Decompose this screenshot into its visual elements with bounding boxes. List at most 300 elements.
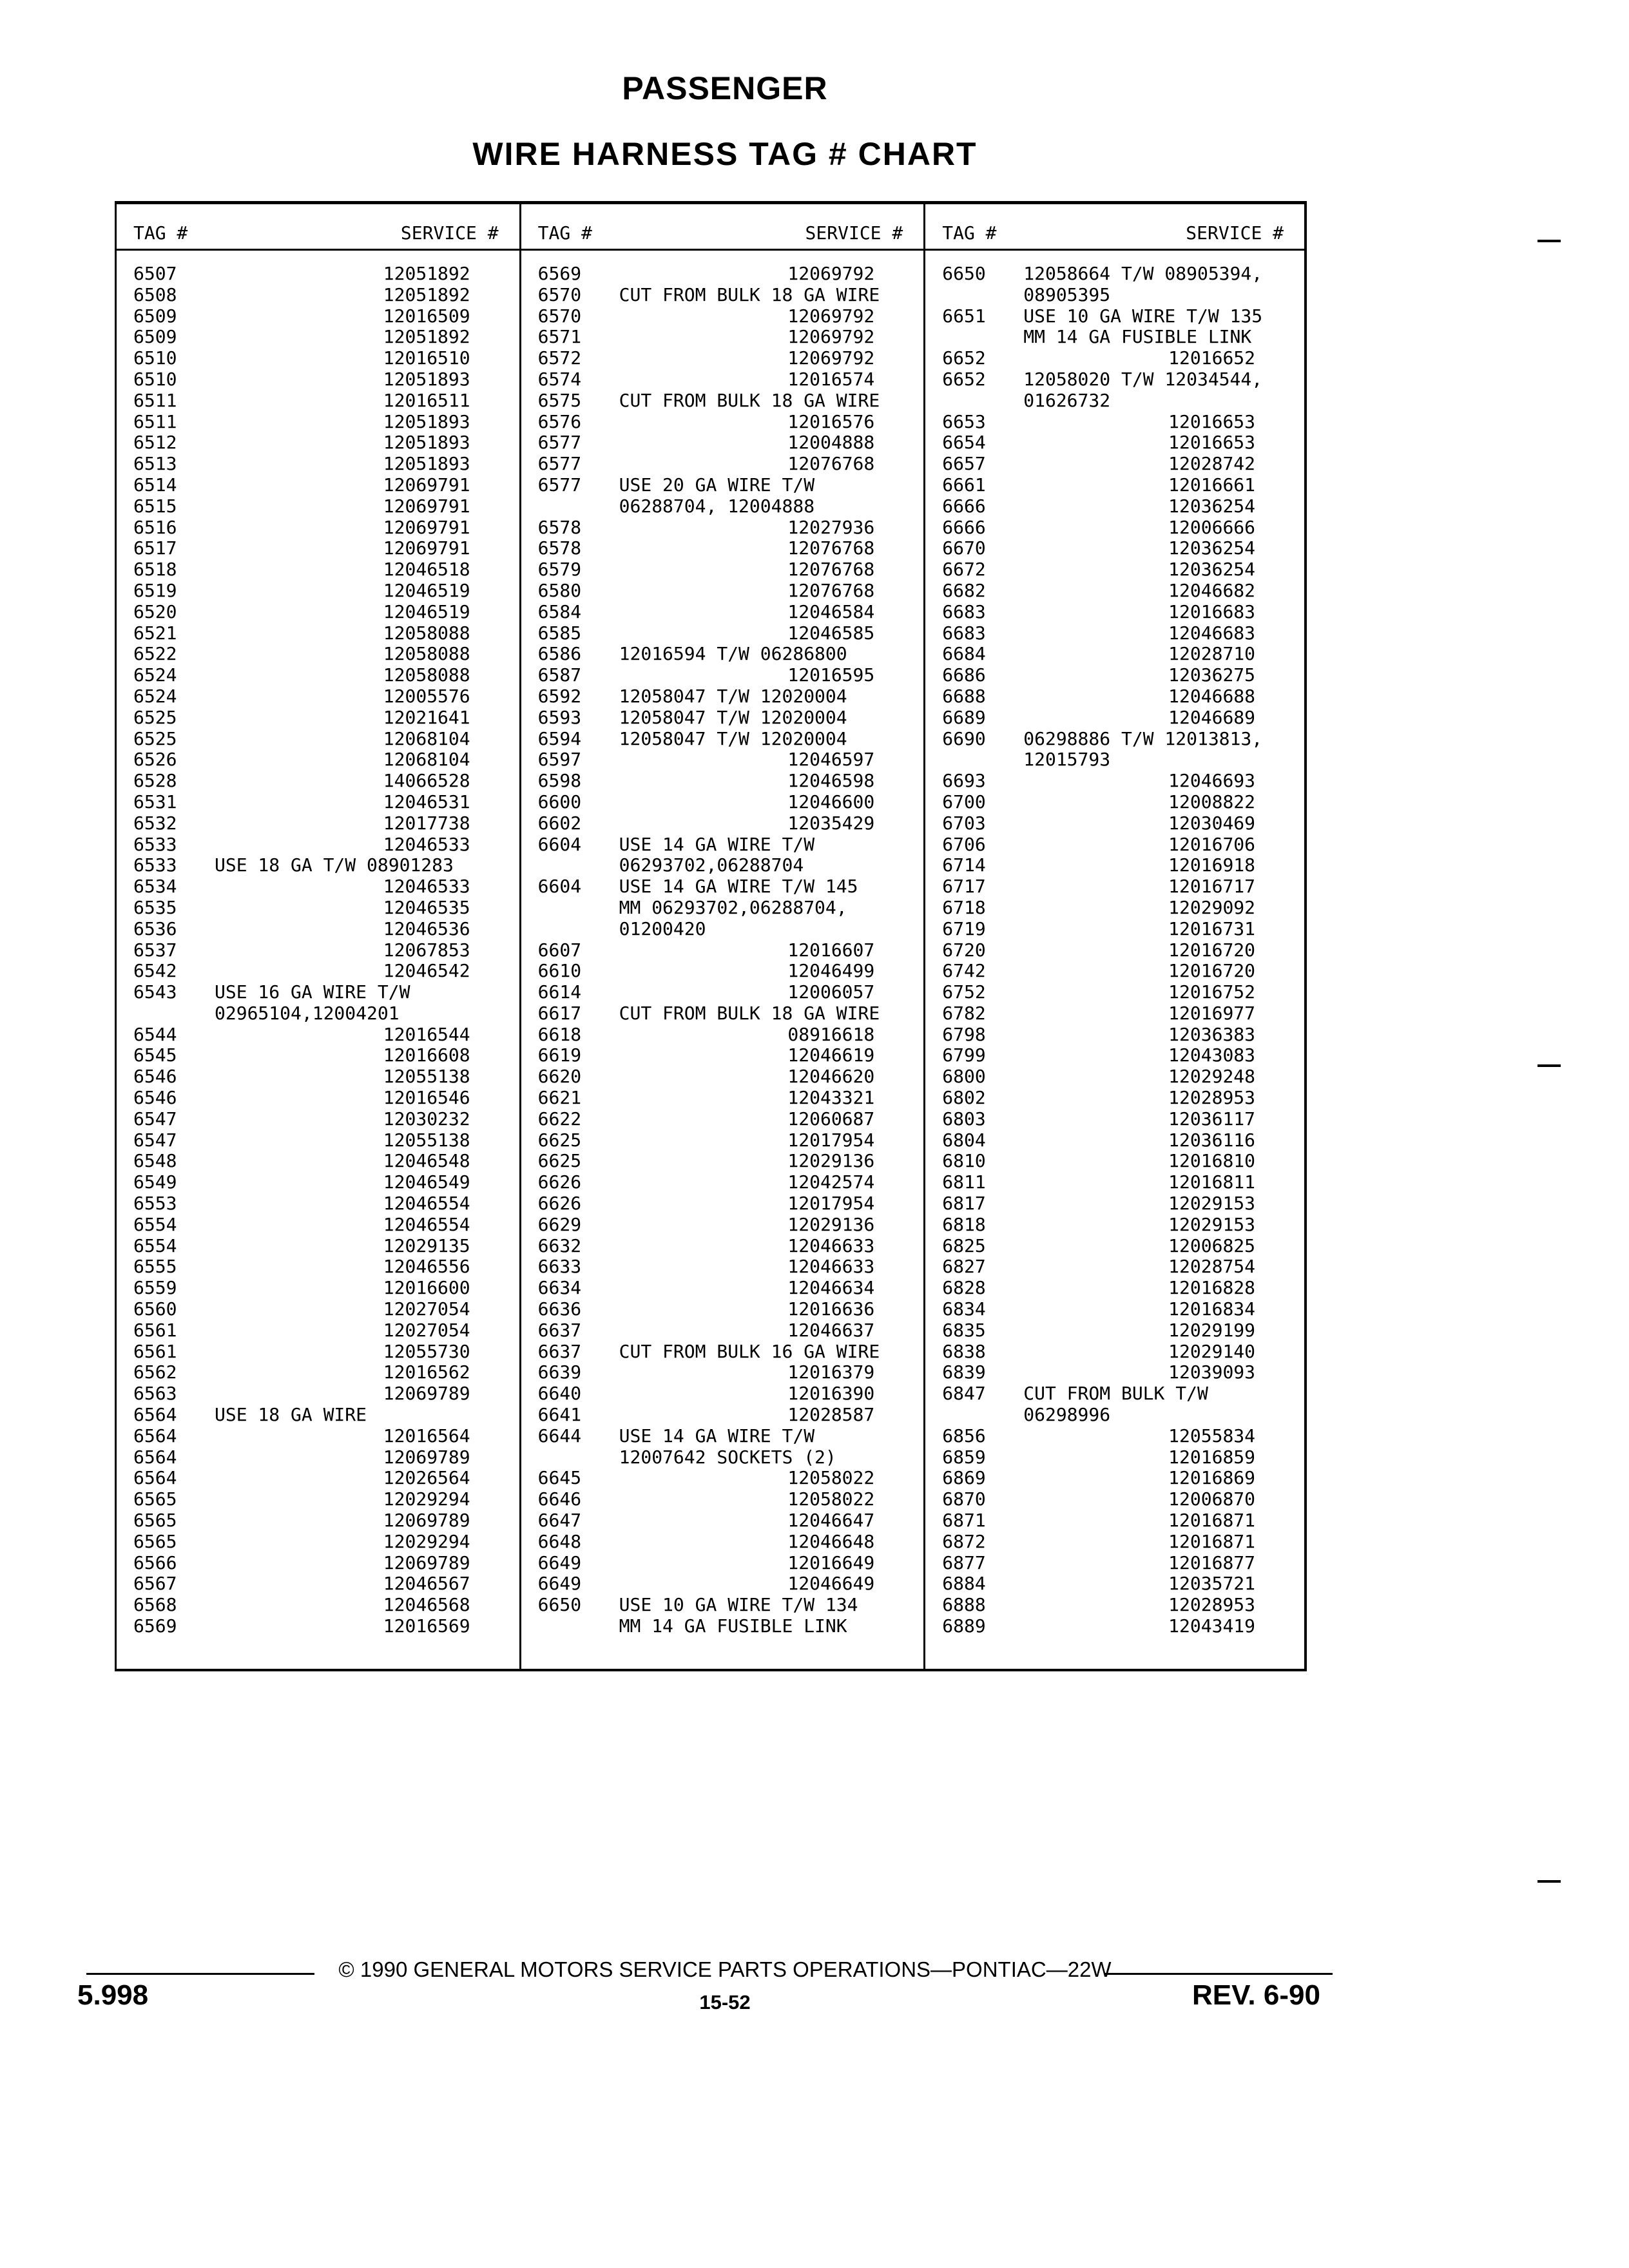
table-row xyxy=(521,1045,924,1066)
tag-cell: 6542 xyxy=(133,960,177,982)
tag-cell: 6571 xyxy=(537,326,582,348)
table-row xyxy=(925,1383,1304,1405)
table-row xyxy=(521,1489,924,1510)
service-cell: 12016562 xyxy=(383,1362,470,1383)
page-title: PASSENGER xyxy=(622,70,828,106)
service-cell: 12046649 xyxy=(787,1573,875,1595)
tag-cell: 6649 xyxy=(537,1552,582,1573)
table-row xyxy=(117,1405,519,1426)
service-cell: 12069789 xyxy=(383,1552,470,1573)
note-cell: 08905395 xyxy=(1023,284,1111,305)
table-row xyxy=(521,1426,924,1447)
table-row xyxy=(117,1045,519,1066)
table-row xyxy=(925,771,1304,792)
tag-cell: 6569 xyxy=(537,263,582,284)
tag-cell: 6651 xyxy=(942,305,986,327)
tag-cell: 6802 xyxy=(942,1087,986,1109)
tag-cell: 6670 xyxy=(942,537,986,559)
note-cell: 12058047 T/W 12020004 xyxy=(619,686,847,707)
table-column-2 xyxy=(521,204,926,1669)
tag-cell: 6507 xyxy=(133,263,177,284)
tag-cell: 6568 xyxy=(133,1594,177,1616)
service-cell: 12046531 xyxy=(383,791,470,812)
tag-cell: 6618 xyxy=(537,1023,582,1045)
service-cell: 12039093 xyxy=(1168,1362,1256,1383)
table-row xyxy=(117,1236,519,1257)
tag-cell xyxy=(521,496,610,517)
note-cell: USE 14 GA WIRE T/W 145 xyxy=(619,876,858,898)
tag-cell: 6818 xyxy=(942,1213,986,1235)
service-cell: 12016869 xyxy=(1168,1468,1256,1489)
service-cell: 12016607 xyxy=(787,939,875,961)
service-cell: 12028587 xyxy=(787,1405,875,1426)
column-header xyxy=(521,204,924,251)
service-cell: 12046535 xyxy=(383,897,470,918)
service-cell: 12046600 xyxy=(787,791,875,812)
table-row xyxy=(117,1595,519,1616)
table-row xyxy=(521,1151,924,1172)
service-cell: 12021641 xyxy=(383,707,470,728)
tag-cell: 6522 xyxy=(133,643,177,665)
table-row xyxy=(117,1362,519,1383)
tag-cell: 6640 xyxy=(537,1383,582,1405)
tag-cell: 6803 xyxy=(942,1108,986,1129)
table-row xyxy=(117,1278,519,1299)
tag-cell: 6869 xyxy=(942,1467,986,1489)
service-cell: 12016859 xyxy=(1168,1446,1256,1468)
tag-cell: 6856 xyxy=(942,1425,986,1446)
tag-cell: 6584 xyxy=(537,601,582,622)
note-cell: USE 18 GA T/W 08901283 xyxy=(215,855,454,876)
service-cell: 12029092 xyxy=(1168,897,1256,918)
tag-cell: 6524 xyxy=(133,664,177,686)
tag-cell: 6620 xyxy=(537,1066,582,1088)
tag-cell: 6567 xyxy=(133,1573,177,1595)
table-row xyxy=(521,623,924,644)
service-cell: 12036383 xyxy=(1168,1024,1256,1045)
table-row xyxy=(925,1130,1304,1151)
service-cell: 12029140 xyxy=(1168,1341,1256,1362)
table-row xyxy=(117,538,519,559)
table-row xyxy=(117,306,519,327)
service-cell: 12016871 xyxy=(1168,1510,1256,1532)
service-cell: 12055138 xyxy=(383,1129,470,1151)
service-cell: 12029135 xyxy=(383,1235,470,1256)
service-cell: 12051892 xyxy=(383,284,470,305)
note-cell: USE 18 GA WIRE xyxy=(215,1405,367,1426)
table-row xyxy=(117,919,519,940)
service-cell: 12055730 xyxy=(383,1341,470,1362)
tag-cell: 6834 xyxy=(942,1298,986,1320)
service-cell: 14066528 xyxy=(383,771,470,792)
table-row xyxy=(521,792,924,813)
tag-cell: 6835 xyxy=(942,1319,986,1341)
service-cell: 12030469 xyxy=(1168,812,1256,834)
service-cell: 12051893 xyxy=(383,369,470,390)
tag-cell: 6682 xyxy=(942,579,986,601)
tag-cell: 6871 xyxy=(942,1510,986,1532)
tag-cell: 6554 xyxy=(133,1213,177,1235)
tag-cell xyxy=(521,898,610,919)
table-row xyxy=(521,327,924,348)
table-row xyxy=(925,1553,1304,1574)
tag-cell xyxy=(925,749,1014,771)
tag-cell: 6594 xyxy=(537,727,582,749)
table-row xyxy=(521,813,924,834)
tag-cell: 6614 xyxy=(537,981,582,1003)
table-row xyxy=(521,264,924,285)
service-cell: 12076768 xyxy=(787,538,875,559)
table-row xyxy=(521,1553,924,1574)
tag-cell: 6825 xyxy=(942,1235,986,1256)
table-column-1 xyxy=(117,204,521,1669)
tag-cell: 6565 xyxy=(133,1530,177,1552)
service-cell: 12016683 xyxy=(1168,601,1256,622)
table-row xyxy=(117,1447,519,1468)
table-row xyxy=(521,898,924,919)
margin-tick-mark xyxy=(1537,1064,1561,1067)
tag-cell xyxy=(925,327,1014,348)
table-row xyxy=(521,1383,924,1405)
service-cell: 12060687 xyxy=(787,1108,875,1129)
tag-cell: 6511 xyxy=(133,410,177,432)
tag-cell: 6683 xyxy=(942,601,986,622)
table-row xyxy=(521,1066,924,1088)
table-row xyxy=(117,855,519,876)
service-cell: 12016636 xyxy=(787,1299,875,1320)
table-row xyxy=(117,771,519,792)
tag-cell xyxy=(521,1616,610,1637)
service-cell: 12017738 xyxy=(383,812,470,834)
table-row xyxy=(521,1109,924,1130)
tag-cell: 6652 xyxy=(942,368,986,390)
tag-cell: 6625 xyxy=(537,1150,582,1172)
table-row xyxy=(925,1236,1304,1257)
table-row xyxy=(521,454,924,475)
table-row xyxy=(521,961,924,982)
table-row xyxy=(521,1088,924,1109)
service-cell: 12068104 xyxy=(383,749,470,771)
table-row xyxy=(521,432,924,454)
table-row xyxy=(521,982,924,1003)
note-cell: USE 16 GA WIRE T/W xyxy=(215,982,410,1003)
service-cell: 12036275 xyxy=(1168,665,1256,686)
column-rows xyxy=(925,251,1304,1637)
table-row xyxy=(117,982,519,1003)
table-row xyxy=(521,940,924,961)
tag-cell: 6511 xyxy=(133,389,177,411)
wire-harness-table xyxy=(115,201,1307,1671)
service-cell: 12046542 xyxy=(383,961,470,982)
tag-cell: 6645 xyxy=(537,1467,582,1489)
service-cell: 12016828 xyxy=(1168,1278,1256,1299)
service-cell: 12069791 xyxy=(383,474,470,495)
service-cell: 12046620 xyxy=(787,1066,875,1088)
service-cell: 12046688 xyxy=(1168,686,1256,707)
tag-cell: 6690 xyxy=(942,727,986,749)
table-row xyxy=(117,1573,519,1595)
table-row xyxy=(521,517,924,539)
tag-cell: 6632 xyxy=(537,1235,582,1256)
table-row xyxy=(117,792,519,813)
tag-cell: 6577 xyxy=(537,474,582,495)
service-cell: 12069792 xyxy=(787,348,875,369)
tag-cell: 6650 xyxy=(537,1594,582,1616)
table-row xyxy=(925,1024,1304,1046)
table-row xyxy=(925,1468,1304,1489)
tag-cell: 6649 xyxy=(537,1573,582,1595)
tag-cell: 6598 xyxy=(537,770,582,792)
tag-cell: 6510 xyxy=(133,368,177,390)
service-cell: 12016706 xyxy=(1168,834,1256,855)
column-header xyxy=(117,204,519,251)
table-row xyxy=(117,1193,519,1215)
table-row xyxy=(521,1573,924,1595)
service-cell: 12069791 xyxy=(383,538,470,559)
table-row xyxy=(925,1447,1304,1468)
table-row xyxy=(925,1193,1304,1215)
tag-cell: 6555 xyxy=(133,1256,177,1278)
service-cell: 12058022 xyxy=(787,1489,875,1510)
note-cell: USE 10 GA WIRE T/W 135 xyxy=(1023,305,1263,327)
tag-cell: 6559 xyxy=(133,1277,177,1299)
tag-cell: 6684 xyxy=(942,643,986,665)
note-cell: 06298996 xyxy=(1023,1405,1111,1426)
tag-cell: 6562 xyxy=(133,1361,177,1383)
note-cell: USE 20 GA WIRE T/W xyxy=(619,474,815,495)
service-cell: 12058088 xyxy=(383,622,470,644)
table-row xyxy=(925,538,1304,559)
table-row xyxy=(925,665,1304,686)
table-row xyxy=(521,1362,924,1383)
service-cell: 12016653 xyxy=(1168,411,1256,432)
tag-cell: 6574 xyxy=(537,368,582,390)
tag-cell: 6593 xyxy=(537,706,582,728)
service-cell: 12046584 xyxy=(787,601,875,622)
tag-cell: 6621 xyxy=(537,1087,582,1109)
note-cell: MM 06293702,06288704, xyxy=(619,897,847,918)
note-cell: CUT FROM BULK 18 GA WIRE xyxy=(619,1003,880,1024)
tag-cell: 6604 xyxy=(537,833,582,855)
tag-cell: 6800 xyxy=(942,1066,986,1088)
tag-cell: 6536 xyxy=(133,918,177,939)
tag-cell: 6569 xyxy=(133,1615,177,1637)
tag-cell: 6689 xyxy=(942,706,986,728)
table-row xyxy=(117,1151,519,1172)
page-number: 15-52 xyxy=(699,1991,751,2013)
service-cell: 12046519 xyxy=(383,580,470,601)
tag-cell: 6509 xyxy=(133,305,177,327)
note-cell: 12007642 SOCKETS (2) xyxy=(619,1446,836,1468)
tag-cell: 6531 xyxy=(133,791,177,812)
tag-cell: 6661 xyxy=(942,474,986,495)
tag-cell: 6592 xyxy=(537,685,582,707)
note-cell: USE 14 GA WIRE T/W xyxy=(619,1425,815,1446)
column-header xyxy=(925,204,1304,251)
table-row xyxy=(925,412,1304,433)
tag-cell: 6634 xyxy=(537,1277,582,1299)
note-cell: 06298886 T/W 12013813, xyxy=(1023,728,1263,749)
tag-cell: 6700 xyxy=(942,791,986,812)
tag-cell: 6570 xyxy=(537,284,582,305)
table-row xyxy=(117,285,519,306)
service-cell: 12016720 xyxy=(1168,961,1256,982)
table-row xyxy=(117,1130,519,1151)
table-row xyxy=(521,771,924,792)
service-cell: 12006057 xyxy=(787,982,875,1003)
table-row xyxy=(521,665,924,686)
service-cell: 12016608 xyxy=(383,1045,470,1066)
service-cell: 12016653 xyxy=(1168,432,1256,454)
tag-cell: 6838 xyxy=(942,1340,986,1362)
tag-header: TAG # xyxy=(537,222,592,244)
tag-cell: 6859 xyxy=(942,1446,986,1468)
table-row xyxy=(521,644,924,665)
service-cell: 12046682 xyxy=(1168,580,1256,601)
table-row xyxy=(521,855,924,876)
tag-cell: 6652 xyxy=(942,347,986,369)
tag-cell: 6564 xyxy=(133,1404,177,1426)
table-row xyxy=(925,559,1304,581)
service-cell: 12046568 xyxy=(383,1595,470,1616)
tag-cell: 6544 xyxy=(133,1023,177,1045)
service-cell: 12016918 xyxy=(1168,855,1256,876)
table-row xyxy=(925,1532,1304,1553)
table-row xyxy=(521,729,924,750)
tag-cell: 6622 xyxy=(537,1108,582,1129)
tag-cell: 6602 xyxy=(537,812,582,834)
service-cell: 12055138 xyxy=(383,1066,470,1088)
tag-cell xyxy=(117,1003,206,1024)
service-cell: 12006825 xyxy=(1168,1235,1256,1256)
tag-cell: 6888 xyxy=(942,1594,986,1616)
tag-cell: 6666 xyxy=(942,495,986,517)
tag-cell: 6742 xyxy=(942,960,986,982)
service-cell: 12069792 xyxy=(787,327,875,348)
table-row xyxy=(925,644,1304,665)
service-cell: 12005576 xyxy=(383,686,470,707)
note-cell: 06288704, 12004888 xyxy=(619,495,815,517)
tag-cell: 6520 xyxy=(133,601,177,622)
tag-cell: 6653 xyxy=(942,410,986,432)
note-cell: CUT FROM BULK T/W xyxy=(1023,1383,1208,1405)
tag-cell: 6828 xyxy=(942,1277,986,1299)
service-cell: 12046554 xyxy=(383,1193,470,1215)
table-row xyxy=(925,602,1304,623)
tag-cell: 6521 xyxy=(133,622,177,644)
table-row xyxy=(925,919,1304,940)
table-row xyxy=(117,1172,519,1193)
note-cell: CUT FROM BULK 18 GA WIRE xyxy=(619,390,880,411)
tag-cell: 6560 xyxy=(133,1298,177,1320)
tag-cell: 6889 xyxy=(942,1615,986,1637)
tag-cell: 6647 xyxy=(537,1510,582,1532)
service-cell: 12029294 xyxy=(383,1531,470,1552)
service-cell: 12016877 xyxy=(1168,1552,1256,1573)
table-row xyxy=(925,961,1304,982)
table-row xyxy=(521,686,924,707)
table-row xyxy=(117,707,519,729)
table-row xyxy=(925,369,1304,390)
tag-cell: 6646 xyxy=(537,1488,582,1510)
table-row xyxy=(521,1405,924,1426)
service-cell: 12046693 xyxy=(1168,771,1256,792)
service-cell: 12016510 xyxy=(383,348,470,369)
table-row xyxy=(521,1172,924,1193)
service-cell: 12028710 xyxy=(1168,644,1256,665)
tag-cell: 6672 xyxy=(942,559,986,581)
service-cell: 12029248 xyxy=(1168,1066,1256,1088)
table-row xyxy=(117,327,519,348)
tag-cell: 6811 xyxy=(942,1171,986,1193)
service-cell: 12027054 xyxy=(383,1320,470,1341)
service-cell: 12016576 xyxy=(787,411,875,432)
copyright-text: © 1990 GENERAL MOTORS SERVICE PARTS OPERATIONS—PONTIAC—22W xyxy=(338,1957,1112,1981)
service-cell: 12004888 xyxy=(787,432,875,454)
table-row xyxy=(925,1405,1304,1426)
tag-cell: 6532 xyxy=(133,812,177,834)
tag-cell: 6810 xyxy=(942,1150,986,1172)
table-row xyxy=(117,1024,519,1046)
service-cell: 12036117 xyxy=(1168,1108,1256,1129)
tag-cell: 6657 xyxy=(942,453,986,475)
service-header: SERVICE # xyxy=(805,222,903,244)
table-row xyxy=(925,729,1304,750)
tag-cell: 6565 xyxy=(133,1488,177,1510)
tag-cell: 6636 xyxy=(537,1298,582,1320)
service-cell: 12051892 xyxy=(383,327,470,348)
table-row xyxy=(925,623,1304,644)
tag-cell: 6637 xyxy=(537,1319,582,1341)
service-cell: 12016569 xyxy=(383,1616,470,1637)
service-cell: 12046499 xyxy=(787,961,875,982)
service-cell: 12046554 xyxy=(383,1214,470,1235)
service-cell: 12046549 xyxy=(383,1172,470,1193)
table-row xyxy=(925,496,1304,517)
table-row xyxy=(117,1468,519,1489)
service-cell: 12016977 xyxy=(1168,1003,1256,1024)
service-cell: 12016546 xyxy=(383,1088,470,1109)
table-row xyxy=(925,306,1304,327)
tag-cell xyxy=(521,919,610,940)
tag-cell: 6717 xyxy=(942,876,986,898)
tag-cell xyxy=(925,285,1014,306)
table-row xyxy=(521,1320,924,1341)
note-cell: 01626732 xyxy=(1023,390,1111,411)
table-row xyxy=(521,1278,924,1299)
tag-cell: 6870 xyxy=(942,1488,986,1510)
service-cell: 12046556 xyxy=(383,1256,470,1278)
service-cell: 12069789 xyxy=(383,1383,470,1405)
tag-cell: 6782 xyxy=(942,1002,986,1024)
note-cell: 01200420 xyxy=(619,918,706,939)
tag-cell: 6543 xyxy=(133,981,177,1003)
table-row xyxy=(925,327,1304,348)
service-cell: 12046637 xyxy=(787,1320,875,1341)
service-cell: 12036116 xyxy=(1168,1129,1256,1151)
table-row xyxy=(117,686,519,707)
table-row xyxy=(521,1256,924,1278)
table-row xyxy=(117,961,519,982)
service-cell: 12029136 xyxy=(787,1214,875,1235)
note-cell: USE 14 GA WIRE T/W xyxy=(619,834,815,855)
table-row xyxy=(117,940,519,961)
table-row xyxy=(925,813,1304,834)
table-row xyxy=(925,1045,1304,1066)
tag-cell: 6561 xyxy=(133,1319,177,1341)
note-cell: CUT FROM BULK 16 GA WIRE xyxy=(619,1341,880,1362)
service-cell: 12016731 xyxy=(1168,918,1256,939)
